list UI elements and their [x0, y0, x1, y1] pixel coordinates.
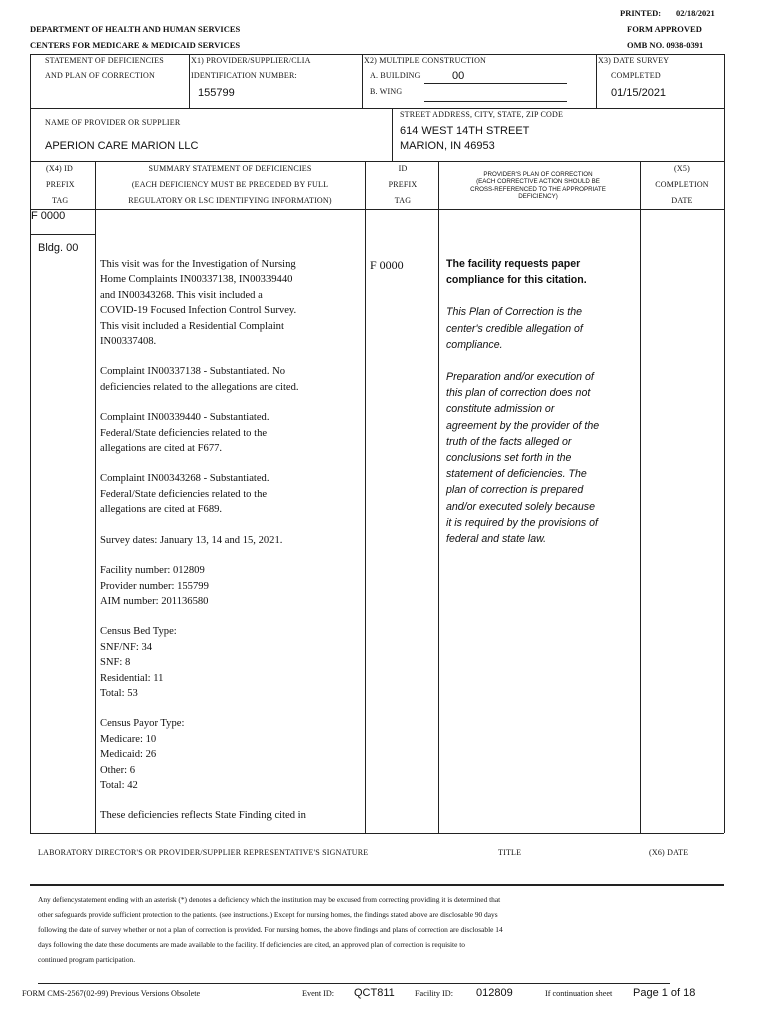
address-label: STREET ADDRESS, CITY, STATE, ZIP CODE: [400, 110, 564, 119]
facility-id-value: 012809: [476, 987, 513, 999]
plan-header-4: DEFICIENCY): [518, 193, 558, 201]
continuation-label: If continuation sheet: [545, 989, 613, 998]
building-value: 00: [452, 70, 465, 82]
provider-id-value: 155799: [198, 87, 235, 99]
poc-bold-line-1: The facility requests paper: [446, 258, 581, 270]
summary-header-3: REGULATORY OR LSC IDENTIFYING INFORMATION): [128, 196, 332, 205]
summary-paragraph: Complaint IN00339440 - Substantiated. Federal/State deficiencies related to the allegations are cited at F677.: [100, 412, 270, 455]
building-tag: Bldg. 00: [38, 242, 79, 254]
x3-label-2: COMPLETED: [611, 71, 661, 80]
statement-label-2: AND PLAN OF CORRECTION: [45, 71, 155, 80]
summary-paragraph: Complaint IN00343268 - Substantiated. Federal/State deficiencies related to the allegations are cited at F689.: [100, 473, 270, 516]
survey-completed-date: 01/15/2021: [611, 87, 667, 99]
page-number: Page 1 of 18: [633, 987, 696, 999]
summary-paragraph: Facility number: 012809 Provider number: 155799 AIM number: 201136580: [100, 565, 209, 607]
address-line-2: MARION, IN 46953: [400, 140, 495, 152]
x5-header-1: (X5): [674, 164, 690, 173]
centers-title: CENTERS FOR MEDICARE & MEDICAID SERVICES: [30, 40, 241, 50]
provider-name-value: APERION CARE MARION LLC: [45, 140, 199, 152]
tag-left: F 0000: [31, 210, 66, 222]
department-title: DEPARTMENT OF HEALTH AND HUMAN SERVICES: [30, 24, 241, 34]
summary-paragraph: Survey dates: January 13, 14 and 15, 2021.: [100, 534, 283, 546]
x5-header-3: DATE: [671, 196, 693, 205]
tag-right: F 0000: [370, 258, 404, 272]
x1-label-2: IDENTIFICATION NUMBER:: [191, 71, 297, 80]
omb-number: OMB NO. 0938-0391: [627, 40, 704, 50]
disclaimer: [38, 892, 718, 967]
event-id-value: QCT811: [354, 987, 395, 999]
plan-header-1: PROVIDER'S PLAN OF CORRECTION: [483, 171, 593, 178]
title-label: TITLE: [498, 848, 522, 857]
summary-header-1: SUMMARY STATEMENT OF DEFICIENCIES: [148, 164, 312, 173]
provider-name-label: NAME OF PROVIDER OR SUPPLIER: [45, 118, 181, 127]
x3-label-1: X3) DATE SURVEY: [598, 56, 670, 65]
poc-italic-paragraph-1: This Plan of Correction is the center's credible allegation of compliance.: [446, 306, 583, 351]
printed-date: 02/18/2021: [676, 8, 715, 18]
poc-italic-paragraph-2: Preparation and/or execution of this plan of correction does not constitute admission or agreement by the provider of the truth of the facts alleged or conclusions set forth in the statement of deficiencies. The plan of correction is prepared and/or executed solely because it is required by the provisions of federal and state law.: [446, 371, 600, 546]
id-header-1: ID: [398, 164, 408, 173]
plan-header: [438, 171, 638, 201]
summary-paragraph: Census Bed Type: SNF/NF: 34 SNF: 8 Residential: 11 Total: 53: [100, 626, 177, 699]
plan-header-3: CROSS-REFERENCED TO THE APPROPRIATE: [470, 185, 606, 193]
x4-header-2: PREFIX: [46, 180, 75, 189]
plan-header-2: (EACH CORRECTIVE ACTION SHOULD BE: [476, 178, 600, 186]
poc-bold-line-2: compliance for this citation.: [446, 274, 587, 287]
summary-statement: [100, 257, 362, 824]
event-id-label: Event ID:: [302, 989, 335, 998]
plan-of-correction: [446, 256, 636, 547]
summary-paragraph: This visit was for the Investigation of Nursing Home Complaints IN00337138, IN00339440 and IN00343268. This visit included a COVID-19 Focused Infection Control Survey. This visit included a Residential Complaint IN00337408.: [100, 259, 297, 348]
address-line-1: 614 WEST 14TH STREET: [400, 125, 530, 137]
x1-label-1: X1) PROVIDER/SUPPLIER/CLIA: [191, 56, 311, 65]
signature-label: LABORATORY DIRECTOR'S OR PROVIDER/SUPPLIER REPRESENTATIVE'S SIGNATURE: [38, 848, 369, 857]
x4-header-1: (X4) ID: [46, 164, 73, 173]
statement-label-1: STATEMENT OF DEFICIENCIES: [45, 56, 164, 65]
disclaimer-line: following the date of survey whether or not a plan of correction is provided. For nursing homes, the above findings and plans of correction are disclosable 14: [38, 925, 503, 934]
facility-id-label: Facility ID:: [415, 989, 453, 998]
disclaimer-line: days following the date these documents are made available to the facility. If deficiencies are cited, an approved plan of correction is requisite to: [38, 940, 465, 949]
disclaimer-line: Any defiencystatement ending with an asterisk (*) denotes a deficiency which the institution may be excused from correcting providing it is determined that: [38, 895, 501, 904]
x5-header-2: COMPLETION: [655, 180, 709, 189]
printed-label: PRINTED:: [620, 8, 662, 18]
form-number: FORM CMS-2567(02-99) Previous Versions Obsolete: [22, 989, 201, 998]
id-header-2: PREFIX: [388, 180, 418, 189]
summary-header-2: (EACH DEFICIENCY MUST BE PRECEDED BY FULL: [131, 180, 329, 189]
summary-paragraph: These deficiencies reflects State Finding cited in: [100, 810, 306, 822]
disclaimer-line: continued program participation.: [38, 955, 136, 964]
x2-label: X2) MULTIPLE CONSTRUCTION: [364, 56, 487, 65]
date-label: (X6) DATE: [649, 848, 689, 857]
building-label: A. BUILDING: [370, 71, 421, 80]
summary-paragraph: Complaint IN00337138 - Substantiated. No deficiencies related to the allegations are cited.: [100, 366, 299, 393]
form-approved: FORM APPROVED: [627, 24, 702, 34]
id-header-3: TAG: [394, 196, 412, 205]
wing-label: B. WING: [370, 87, 403, 96]
summary-paragraph: Census Payor Type: Medicare: 10 Medicaid: 26 Other: 6 Total: 42: [100, 718, 185, 791]
disclaimer-line: other safeguards provide sufficient protection to the patients. (see instructions.) Except for nursing homes, the findings stated above are disclosable 90 days: [38, 910, 498, 919]
x4-header-3: TAG: [52, 196, 69, 205]
